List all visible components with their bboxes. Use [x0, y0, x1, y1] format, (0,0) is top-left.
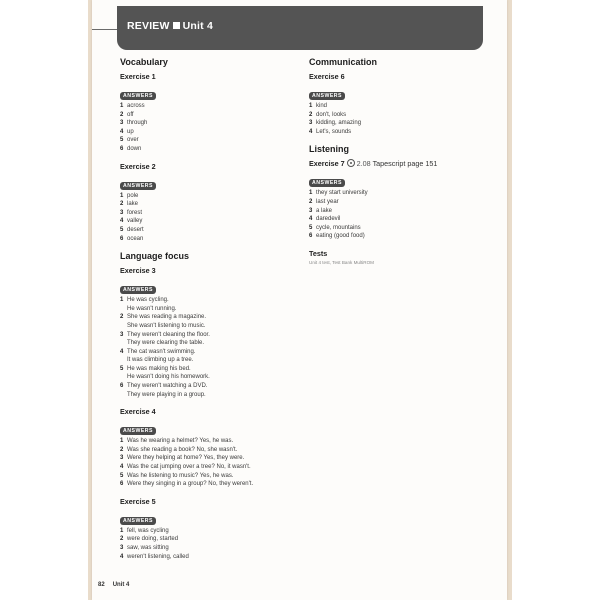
answer-text: Were they singing in a group? No, they weren't.: [127, 481, 254, 488]
answer-item-continuation: [120, 305, 300, 314]
answer-item: [120, 128, 300, 137]
answer-text: weren't listening, called: [127, 553, 189, 560]
answer-text: The cat wasn't swimming.: [127, 348, 196, 355]
answer-text: forest: [127, 209, 143, 216]
answer-number: 5: [120, 365, 124, 372]
section-listening: Listening: [309, 144, 349, 155]
answer-number: 4: [120, 464, 124, 471]
answer-number: 4: [309, 216, 313, 223]
exercise-3: [120, 266, 300, 399]
answer-number: 1: [309, 103, 313, 109]
answer-number: 4: [120, 128, 124, 135]
exercise-title: Exercise 6: [309, 72, 345, 81]
answer-text: She wasn't listening to music.: [127, 322, 206, 329]
answer-item: [120, 331, 300, 340]
answer-text: valley: [127, 218, 143, 225]
square-icon: [173, 22, 180, 29]
answer-text: cycle, mountains: [316, 224, 361, 231]
review-label: REVIEW: [127, 20, 170, 32]
answer-item: [120, 348, 300, 357]
audio-cd-icon: [347, 159, 355, 167]
answer-item: [120, 200, 300, 209]
left-column: [120, 57, 300, 569]
exercise-title: [309, 159, 494, 168]
answer-item: [309, 119, 494, 128]
answer-item: [309, 102, 494, 111]
answer-item: [309, 207, 494, 216]
exercise-title: Exercise 5: [120, 496, 156, 506]
answer-text: They weren't watching a DVD.: [127, 383, 208, 390]
answer-text: He wasn't doing his homework.: [127, 374, 210, 381]
answer-text: saw, was sitting: [127, 545, 169, 551]
page-footer: [98, 582, 129, 588]
answer-list: [120, 192, 300, 244]
answer-text: Was the cat jumping over a tree? No, it wasn't.: [127, 464, 251, 471]
page-number: 82: [98, 582, 105, 588]
answer-number: 4: [120, 348, 124, 355]
answer-text: Were they helping at home? Yes, they were.: [127, 455, 245, 462]
answer-number: 1: [120, 192, 124, 199]
answer-text: Was he listening to music? Yes, he was.: [127, 472, 234, 479]
answer-item: [120, 535, 300, 544]
answer-number: 3: [120, 120, 124, 127]
exercise-title: Exercise 3: [120, 266, 156, 276]
answer-text: off: [127, 111, 134, 118]
answer-item: [309, 215, 494, 224]
answer-list: [120, 527, 300, 561]
footer-unit: Unit 4: [112, 582, 130, 588]
answer-item: [120, 102, 300, 111]
answer-number: 2: [120, 201, 124, 208]
answer-number: 1: [120, 103, 124, 109]
right-column: [309, 57, 494, 265]
header-rule: [92, 29, 118, 30]
answer-text: through: [127, 120, 148, 127]
answer-number: 4: [120, 218, 124, 225]
answer-item: [309, 189, 494, 198]
answer-number: 6: [120, 145, 124, 152]
answer-text: He was making his bed.: [127, 365, 191, 372]
answer-text: pole: [127, 192, 139, 199]
exercise-title: Exercise 4: [120, 407, 156, 417]
answer-item: [120, 527, 300, 536]
answer-text: kind: [316, 103, 328, 109]
answer-number: 5: [120, 226, 124, 233]
answers-badge: ANSWERS: [120, 517, 156, 525]
answer-number: 3: [120, 545, 124, 551]
answer-text: lake: [127, 201, 139, 208]
answers-badge: ANSWERS: [309, 179, 345, 187]
answer-number: 1: [120, 527, 124, 534]
answer-item: [120, 382, 300, 391]
answer-number: 3: [309, 120, 313, 127]
answer-number: 6: [120, 481, 124, 488]
answer-number: 5: [120, 137, 124, 144]
answer-item-continuation: [120, 373, 300, 382]
answer-number: 6: [120, 235, 124, 242]
answer-number: 2: [309, 198, 313, 205]
answer-item: [120, 235, 300, 244]
answer-number: 2: [120, 446, 124, 453]
answer-item: [120, 226, 300, 235]
answer-number: 2: [120, 111, 124, 118]
answer-text: over: [127, 137, 139, 144]
answer-item: [120, 313, 300, 322]
answer-number: 2: [120, 314, 124, 321]
answer-item: [309, 198, 494, 207]
answers-badge: ANSWERS: [120, 92, 156, 100]
answer-number: 1: [120, 297, 124, 304]
answer-text: they start university: [316, 190, 368, 197]
answer-item: [120, 365, 300, 374]
answer-list: [120, 102, 300, 154]
answer-item: [120, 553, 300, 562]
answer-number: 4: [120, 553, 124, 560]
answer-number: 5: [309, 224, 313, 231]
unit-label: Unit 4: [182, 20, 213, 32]
exercise-5: [120, 497, 300, 561]
exercise-4: [120, 407, 300, 489]
answer-text: a lake: [316, 207, 333, 214]
answer-item: [120, 437, 300, 446]
answers-badge: ANSWERS: [120, 427, 156, 435]
answer-text: He wasn't running.: [127, 305, 177, 312]
answers-badge: ANSWERS: [120, 286, 156, 294]
answer-text: They weren't cleaning the floor.: [127, 331, 210, 338]
answer-item: [309, 128, 494, 137]
answer-text: last year: [316, 198, 339, 205]
answer-item: [120, 111, 300, 120]
answer-number: 1: [309, 190, 313, 197]
section-communication: Communication: [309, 57, 378, 67]
answer-list: [309, 102, 494, 136]
answer-item: [120, 119, 300, 128]
answer-item: [309, 232, 494, 241]
answer-text: across: [127, 103, 145, 109]
answer-number: 3: [120, 455, 124, 462]
answer-text: They were clearing the table.: [127, 340, 205, 347]
answer-text: He was cycling.: [127, 297, 169, 304]
answer-item: [120, 463, 300, 472]
section-language-focus: Language focus: [120, 251, 190, 262]
answer-item: [120, 296, 300, 305]
answer-item: [120, 192, 300, 201]
answer-item: [120, 480, 300, 489]
exercise-title: Exercise 1: [120, 72, 156, 81]
answer-text: It was climbing up a tree.: [127, 357, 194, 364]
answer-list: [120, 437, 300, 489]
answer-item: [120, 209, 300, 218]
answer-number: 6: [309, 233, 313, 240]
answers-badge: ANSWERS: [120, 182, 156, 190]
answer-number: 6: [120, 383, 124, 390]
answer-list: [309, 189, 494, 241]
exercise-1: [120, 72, 300, 154]
answer-item-continuation: [120, 339, 300, 348]
answer-text: Was he wearing a helmet? Yes, he was.: [127, 438, 234, 445]
answer-text: down: [127, 145, 142, 152]
answer-number: 3: [120, 331, 124, 338]
answer-text: Was she reading a book? No, she wasn't.: [127, 446, 238, 453]
answer-item: [120, 446, 300, 455]
answer-text: desert: [127, 226, 144, 233]
audio-track-number: 2.08: [356, 159, 371, 169]
answer-item: [309, 111, 494, 120]
answer-number: 3: [120, 209, 124, 216]
answer-item: [120, 454, 300, 463]
section-vocabulary: Vocabulary: [120, 57, 168, 67]
answer-text: She was reading a magazine.: [127, 314, 207, 321]
answer-item: [120, 136, 300, 145]
answer-text: were doing, started: [127, 536, 179, 543]
answer-text: don't, looks: [316, 111, 347, 118]
answer-text: fell, was cycling: [127, 527, 169, 534]
tests-text: Unit 4 test, Test Bank MultiROM: [309, 259, 375, 265]
header-title: [127, 20, 213, 32]
tests-title: Tests: [309, 248, 328, 258]
answer-text: eating (good food): [316, 233, 365, 240]
answers-badge: ANSWERS: [309, 92, 345, 100]
answer-item-continuation: [120, 322, 300, 331]
exercise-2: [120, 162, 300, 244]
answer-item: [120, 145, 300, 154]
exercise-6: [309, 72, 494, 136]
answer-number: 4: [309, 128, 313, 135]
answer-number: 2: [309, 111, 313, 118]
answer-item: [120, 472, 300, 481]
answer-number: 2: [120, 536, 124, 543]
answer-text: ocean: [127, 235, 144, 242]
answer-list: [120, 296, 300, 399]
answer-text: They were playing in a group.: [127, 391, 206, 398]
answer-text: Let's, sounds: [316, 128, 352, 135]
answer-text: kidding, amazing: [316, 120, 362, 127]
page-header: [117, 6, 483, 50]
answer-item: [120, 217, 300, 226]
answer-number: 1: [120, 438, 124, 445]
answer-number: 3: [309, 207, 313, 214]
answer-number: 5: [120, 472, 124, 479]
exercise-7-title: Exercise 7: [309, 159, 345, 169]
answer-item-continuation: [120, 356, 300, 365]
exercise-title: Exercise 2: [120, 161, 156, 171]
answer-item: [309, 224, 494, 233]
exercise-7: [309, 159, 494, 241]
answer-item-continuation: [120, 391, 300, 400]
answer-text: daredevil: [316, 216, 341, 223]
answer-item: [120, 544, 300, 553]
tapescript-reference: Tapescript page 151: [372, 159, 438, 169]
answer-text: up: [127, 128, 134, 135]
